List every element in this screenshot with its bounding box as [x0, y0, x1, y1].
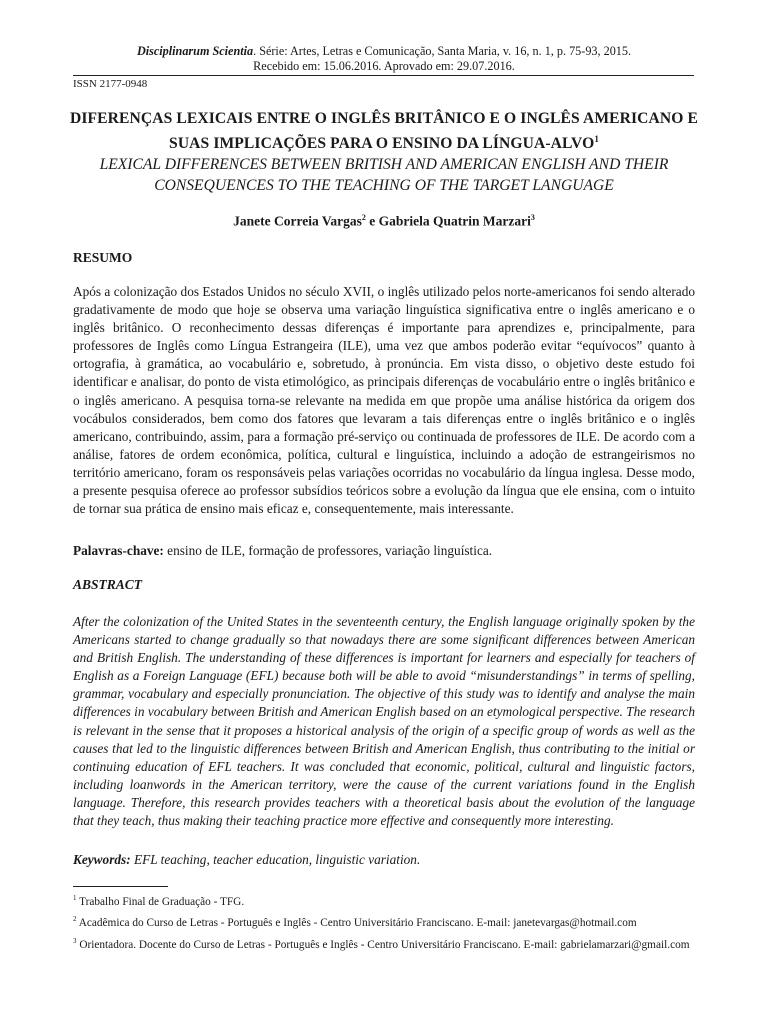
- author-2: Gabriela Quatrin Marzari: [378, 213, 531, 229]
- running-header: [0, 44, 768, 74]
- footnote-2-number: 2: [73, 915, 77, 924]
- title-portuguese-text: DIFERENÇAS LEXICAIS ENTRE O INGLÊS BRITÂNICO E O INGLÊS AMERICANO E SUAS IMPLICAÇÕES PARA O ENSINO DA LÍNGUA-ALVO: [70, 110, 698, 153]
- resumo-heading: RESUMO: [73, 250, 133, 265]
- footnote-3-text: Orientadora. Docente do Curso de Letras - Português e Inglês - Centro Universitário Franciscano. E-mail: gabrielamarzari@gmail.com: [76, 938, 690, 951]
- footnote-3-number: 3: [73, 936, 77, 945]
- author-conjunction: e: [365, 213, 379, 229]
- title-footnote-mark: 1: [594, 134, 599, 144]
- abstract-heading: ABSTRACT: [73, 577, 143, 592]
- keywords-pt: [73, 543, 492, 559]
- header-divider: [73, 75, 694, 76]
- footnote-3: [73, 933, 695, 954]
- author-1: Janete Correia Vargas: [233, 213, 362, 229]
- keywords-en: [73, 852, 420, 868]
- footnote-2: [73, 911, 695, 932]
- title-english: LEXICAL DIFFERENCES BETWEEN BRITISH AND AMERICAN ENGLISH AND THEIR CONSEQUENCES TO THE TEACHING OF THE TARGET LANGUAGE: [99, 156, 669, 194]
- authors: [0, 213, 768, 230]
- received-dates: Recebido em: 15.06.2016. Aprovado em: 29.07.2016.: [253, 59, 515, 73]
- footnote-1-text: Trabalho Final de Graduação - TFG.: [76, 895, 245, 908]
- title-portuguese: [60, 108, 708, 154]
- footnotes: [73, 890, 695, 954]
- keywords-pt-label: Palavras-chave:: [73, 543, 164, 558]
- resumo-body: Após a colonização dos Estados Unidos no século XVII, o inglês utilizado pelos norte-americanos foi sendo alterado gradativamente de modo que hoje se observa uma variação linguística significativa entre o inglês americano e o inglês britânico. O reconhecimento dessas diferenças é importante para aprendizes e, principalmente, para professores de Inglês como Língua Estrangeira (ILE), uma vez que ambos poderão evitar “equívocos” quanto à ortografia, à gramática, ao vocabulário e, sobretudo, à pronúncia. Em vista disso, o objetivo deste estudo foi identificar e analisar, do ponto de vista etimológico, as principais diferenças de vocabulário entre o inglês britânico e o inglês americano. A pesquisa torna-se relevante na medida em que propõe uma análise histórica da origem dos vocábulos considerados, bem como dos fatores que levaram a tais diferenças entre o inglês britânico e o inglês americano, contribuindo, assim, para a formação pré-serviço ou continuada de professores de ILE. De acordo com a análise, fatores de ordem econômica, política, cultural e linguística, incluindo a adoção de estrangeirismos no território americano, foram os responsáveis pelas variações ocorridas no vocabulário da língua inglesa. Desse modo, a presente pesquisa oferece ao professor subsídios teóricos sobre a evolução da língua que ele ensina, com o intuito de tornar sua prática de ensino mais eficaz e, consequentemente, mais interessante.: [73, 284, 695, 517]
- footnote-2-text: Acadêmica do Curso de Letras - Português e Inglês - Centro Universitário Franciscano. E-mail: janetevargas@hotmail.com: [76, 917, 637, 930]
- author-1-note: 2: [361, 213, 366, 222]
- abstract-body: After the colonization of the United States in the seventeenth century, the English language originally spoken by the Americans started to change gradually so that nowadays there are some significant differences between American and British English. The understanding of these differences is important for learners and especially for teachers of English as a Foreign Language (EFL) because both will be able to avoid “misunderstandings” in terms of spelling, grammar, vocabulary and especially pronunciation. The objective of this study was to identify and analyse the main differences in vocabulary between British and American English based on an etymological perspective. The research is relevant in the sense that it proposes a historical analysis of the origin of a specific group of words as well as the causes that led to the linguistic differences between British and American English, thus contributing to the initial or continuing education of EFL teachers. It was concluded that economic, political, cultural and linguistic factors, including loanwords in the American territory, were the cause of the current variations found in the English language. Therefore, this research provides teachers with a theoretical basis about the evolution of the language that they teach, thus making their teaching practice more effective and consequently more interesting.: [73, 614, 695, 829]
- issn: ISSN 2177-0948: [73, 78, 148, 90]
- author-2-note: 3: [530, 213, 535, 222]
- citation-text: . Série: Artes, Letras e Comunicação, Santa Maria, v. 16, n. 1, p. 75-93, 2015.: [253, 44, 632, 58]
- footnote-1: [73, 890, 695, 911]
- footnote-divider: [73, 886, 168, 887]
- keywords-en-text: EFL teaching, teacher education, linguistic variation.: [130, 852, 421, 867]
- citation-line: [0, 44, 768, 59]
- keywords-pt-text: ensino de ILE, formação de professores, variação linguística.: [163, 543, 493, 558]
- footnote-1-number: 1: [73, 894, 77, 902]
- journal-name: Disciplinarum Scientia: [136, 44, 254, 58]
- keywords-en-label: Keywords:: [73, 852, 131, 867]
